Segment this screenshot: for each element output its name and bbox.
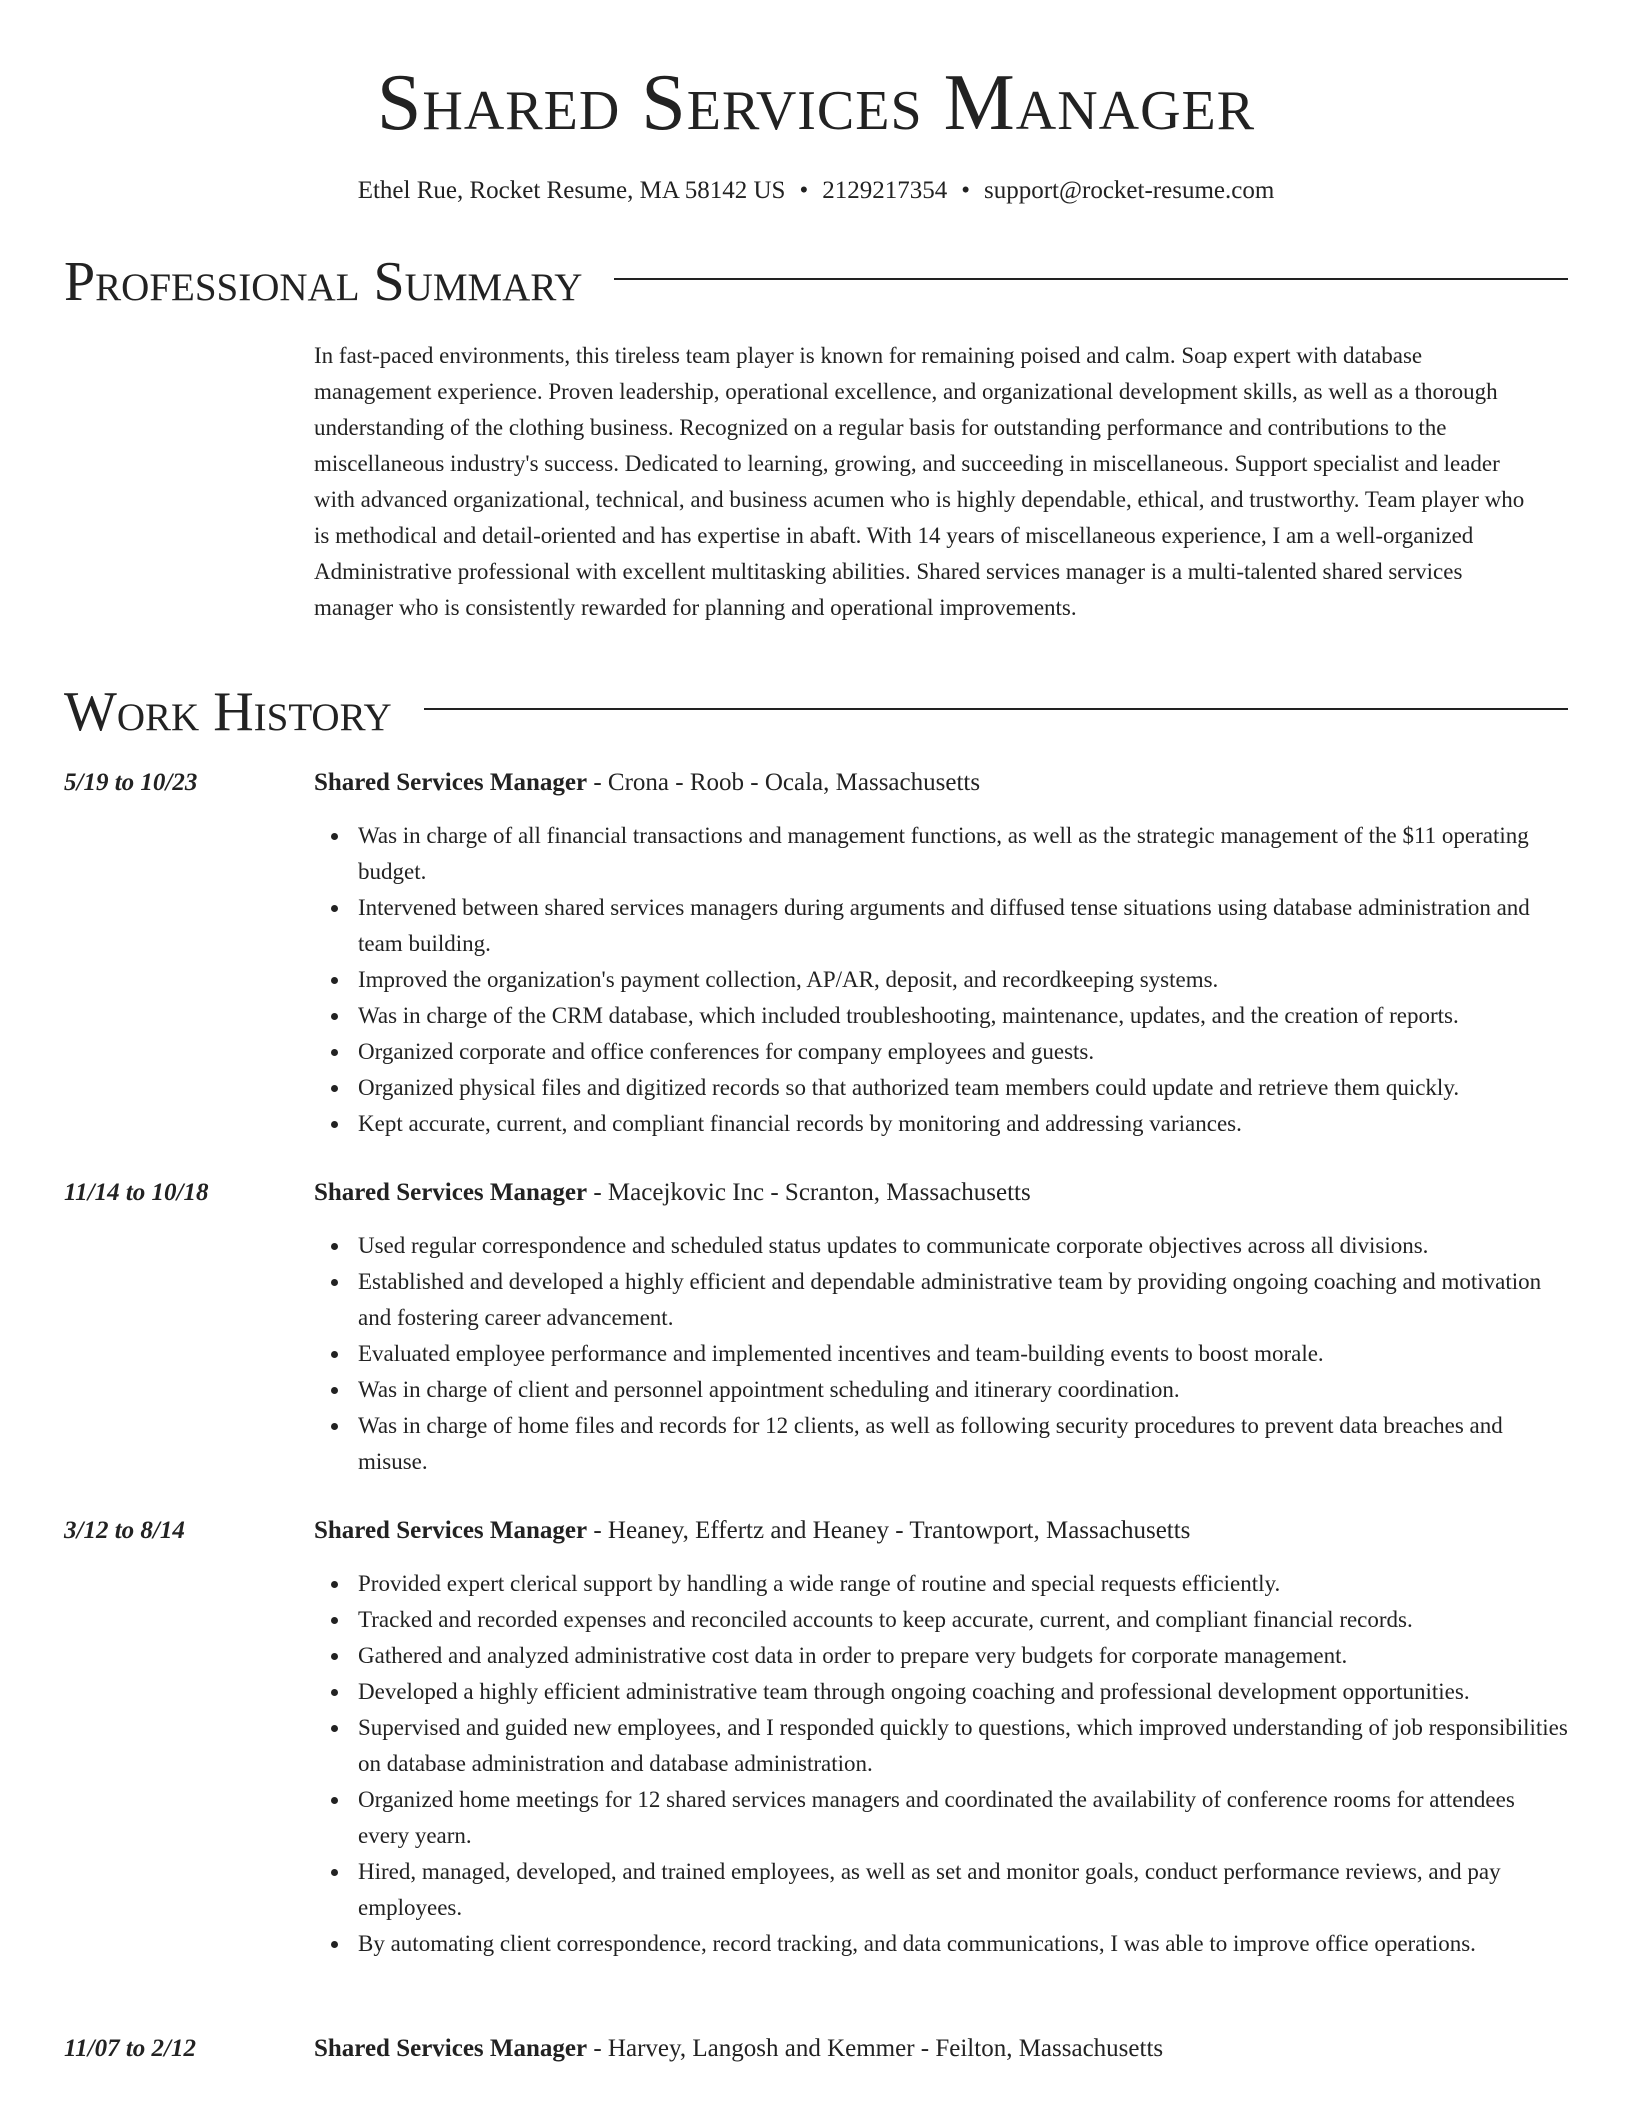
job-bullet	[358, 1106, 1568, 1142]
bullet-text: Tracked and recorded expenses and reconciled accounts to keep accurate, current, and compliant financial records.	[358, 1607, 1413, 1632]
bullet-icon	[331, 1581, 338, 1588]
summary-section-header	[64, 250, 1568, 314]
contact-address: Ethel Rue, Rocket Resume, MA 58142 US	[357, 177, 786, 204]
resume-title: Shared Services Manager	[376, 59, 1256, 147]
bullet-text: Developed a highly efficient administrative team through ongoing coaching and professional development opportunities.	[358, 1679, 1470, 1704]
contact-email[interactable]: support@rocket-resume.com	[983, 177, 1275, 204]
bullet-icon	[331, 1085, 338, 1092]
job-bullet	[358, 1710, 1568, 1782]
job-bullet	[358, 998, 1568, 1034]
job-bullet	[358, 890, 1568, 962]
job-bullets	[314, 818, 1568, 1142]
bullet-icon	[331, 1243, 338, 1250]
section-divider	[424, 708, 1568, 710]
job-dates: 5/19 to 10/23	[64, 769, 198, 796]
job-bullet	[358, 1264, 1568, 1336]
bullet-icon	[331, 1049, 338, 1056]
work-history-section-header	[64, 680, 1568, 744]
job-header	[314, 1514, 1568, 1548]
bullet-icon	[331, 1617, 338, 1624]
bullet-text: Hired, managed, developed, and trained employees, as well as set and monitor goals, conduct performance reviews, and pay employees.	[358, 1859, 1501, 1920]
job-dates: 3/12 to 8/14	[64, 1517, 185, 1544]
job-header	[314, 2032, 1568, 2066]
job-dates: 11/07 to 2/12	[64, 2035, 196, 2062]
job-bullet	[358, 962, 1568, 998]
bullet-text: Kept accurate, current, and compliant financial records by monitoring and addressing variances.	[358, 1111, 1242, 1136]
job-bullet	[358, 818, 1568, 890]
contact-separator: •	[961, 177, 970, 204]
job-bullets	[314, 1566, 1568, 1962]
job-bullet	[358, 1228, 1568, 1264]
bullet-text: Was in charge of all financial transactions and management functions, as well as the strategic management of the $11 operating budget.	[358, 823, 1529, 884]
bullet-text: Established and developed a highly efficient and dependable administrative team by providing ongoing coaching and motivation and fostering career advancement.	[358, 1269, 1542, 1330]
bullet-text: Organized physical files and digitized records so that authorized team members could update and retrieve them quickly.	[358, 1075, 1460, 1100]
job-bullet	[358, 1674, 1568, 1710]
job-bullet	[358, 1372, 1568, 1408]
contact-line	[0, 175, 1632, 207]
bullet-icon	[331, 1387, 338, 1394]
job-bullet	[358, 1070, 1568, 1106]
bullet-icon	[331, 1725, 338, 1732]
bullet-icon	[331, 833, 338, 840]
bullet-icon	[331, 1013, 338, 1020]
job-bullet	[358, 1782, 1568, 1854]
bullet-text: Organized home meetings for 12 shared services managers and coordinated the availability of conference rooms for attendees every yearn.	[358, 1787, 1515, 1848]
bullet-icon	[331, 977, 338, 984]
bullet-icon	[331, 1941, 338, 1948]
bullet-text: By automating client correspondence, record tracking, and data communications, I was able to improve office operations.	[358, 1931, 1476, 1956]
bullet-text: Used regular correspondence and scheduled status updates to communicate corporate objectives across all divisions.	[358, 1233, 1429, 1258]
job-employer: - Harvey, Langosh and Kemmer - Feilton, Massachusetts	[587, 2035, 1164, 2062]
bullet-icon	[331, 1351, 338, 1358]
job-title: Shared Services Manager	[314, 2035, 588, 2062]
job-bullet	[358, 1408, 1568, 1480]
bullet-icon	[331, 1689, 338, 1696]
bullet-text: Was in charge of home files and records for 12 clients, as well as following security procedures to prevent data breaches and misuse.	[358, 1413, 1503, 1474]
job-employer: - Crona - Roob - Ocala, Massachusetts	[587, 769, 981, 796]
bullet-icon	[331, 1279, 338, 1286]
job-dates: 11/14 to 10/18	[64, 1179, 209, 1206]
bullet-text: Was in charge of the CRM database, which included troubleshooting, maintenance, updates, and the creation of reports.	[358, 1003, 1459, 1028]
bullet-text: Organized corporate and office conferences for company employees and guests.	[358, 1039, 1095, 1064]
bullet-icon	[331, 1653, 338, 1660]
job-bullet	[358, 1566, 1568, 1602]
job-bullet	[358, 1638, 1568, 1674]
job-title: Shared Services Manager	[314, 1179, 588, 1206]
job-header	[314, 1176, 1568, 1210]
job-bullet	[358, 1034, 1568, 1070]
contact-separator: •	[799, 177, 809, 204]
section-divider	[614, 278, 1568, 280]
summary-text: In fast-paced environments, this tireless team player is known for remaining poised and calm. Soap expert with database management experience. Proven leadership, operational excellence, and organizational development skills, as well as a thorough understanding of the clothing business. Recognized on a regular basis for outstanding performance and contributions to the miscellaneous industry's success. Dedicated to learning, growing, and succeeding in miscellaneous. Support specialist and leader with advanced organizational, technical, and business acumen who is highly dependable, ethical, and trustworthy. Team player who is methodical and detail-oriented and has expertise in abaft. With 14 years of miscellaneous experience, I am a well-organized Administrative professional with excellent multitasking abilities. Shared services manager is a multi-talented shared services manager who is consistently rewarded for planning and operational improvements.	[314, 343, 1525, 620]
bullet-icon	[331, 1121, 338, 1128]
job-bullet	[358, 1926, 1568, 1962]
bullet-text: Improved the organization's payment collection, AP/AR, deposit, and recordkeeping systems.	[358, 967, 1219, 992]
job-bullet	[358, 1854, 1568, 1926]
job-header	[314, 766, 1568, 800]
bullet-icon	[331, 1797, 338, 1804]
bullet-icon	[331, 1423, 338, 1430]
summary-heading: Professional Summary	[64, 251, 583, 313]
bullet-text: Gathered and analyzed administrative cost data in order to prepare very budgets for corporate management.	[358, 1643, 1348, 1668]
bullet-icon	[331, 1869, 338, 1876]
contact-phone: 2129217354	[822, 177, 948, 204]
bullet-text: Was in charge of client and personnel appointment scheduling and itinerary coordination.	[358, 1377, 1180, 1402]
bullet-text: Provided expert clerical support by handling a wide range of routine and special requests efficiently.	[358, 1571, 1281, 1596]
job-bullets	[314, 1228, 1568, 1480]
bullet-icon	[331, 905, 338, 912]
job-employer: - Heaney, Effertz and Heaney - Trantowport, Massachusetts	[587, 1517, 1191, 1544]
job-employer: - Macejkovic Inc - Scranton, Massachusetts	[587, 1179, 1031, 1206]
job-bullet	[358, 1336, 1568, 1372]
bullet-text: Evaluated employee performance and implemented incentives and team-building events to boost morale.	[358, 1341, 1324, 1366]
job-bullet	[358, 1602, 1568, 1638]
job-title: Shared Services Manager	[314, 769, 588, 796]
work-history-heading: Work History	[64, 681, 392, 743]
bullet-text: Supervised and guided new employees, and I responded quickly to questions, which improved understanding of job responsibilities on database administration and database administration.	[358, 1715, 1568, 1776]
bullet-text: Intervened between shared services managers during arguments and diffused tense situations using database administration and team building.	[358, 895, 1530, 956]
job-title: Shared Services Manager	[314, 1517, 588, 1544]
